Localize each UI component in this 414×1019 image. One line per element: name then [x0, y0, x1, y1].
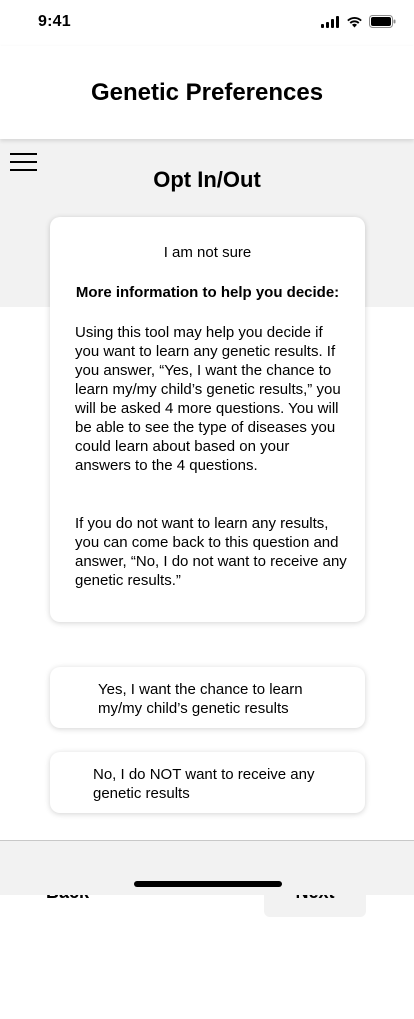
- opt-in-label: Yes, I want the chance to learn my/my child’s genetic results: [98, 681, 303, 717]
- status-icons: [321, 15, 396, 28]
- status-time: 9:41: [38, 13, 71, 30]
- opt-out-button[interactable]: [50, 752, 365, 813]
- battery-icon: [369, 15, 396, 28]
- home-indicator: [134, 881, 282, 887]
- header: [0, 46, 414, 139]
- page-title: Genetic Preferences: [90, 79, 324, 106]
- info-paragraph: If you do not want to learn any results, you can come back to this question and answer, “No, I do not want to receive any genetic results.”: [75, 515, 347, 589]
- info-heading: More information to help you decide:: [75, 284, 340, 301]
- status-bar: [0, 0, 414, 46]
- opt-in-button[interactable]: [50, 667, 365, 728]
- info-paragraph: Using this tool may help you decide if you want to learn any genetic results. If you answer, “Yes, I want the chance to learn my/my child’s genetic results,” you will be asked 4 more questions. You will be able to see the type of diseases you could learn about based on your answers to the 4 questions.: [75, 324, 341, 474]
- cellular-signal-icon: [321, 16, 340, 28]
- opt-out-label: No, I do NOT want to receive any genetic results: [93, 766, 315, 802]
- info-card: [50, 217, 365, 622]
- section-title: Opt In/Out: [153, 167, 261, 192]
- wifi-icon: [346, 16, 363, 28]
- selected-choice-label: I am not sure: [163, 244, 252, 261]
